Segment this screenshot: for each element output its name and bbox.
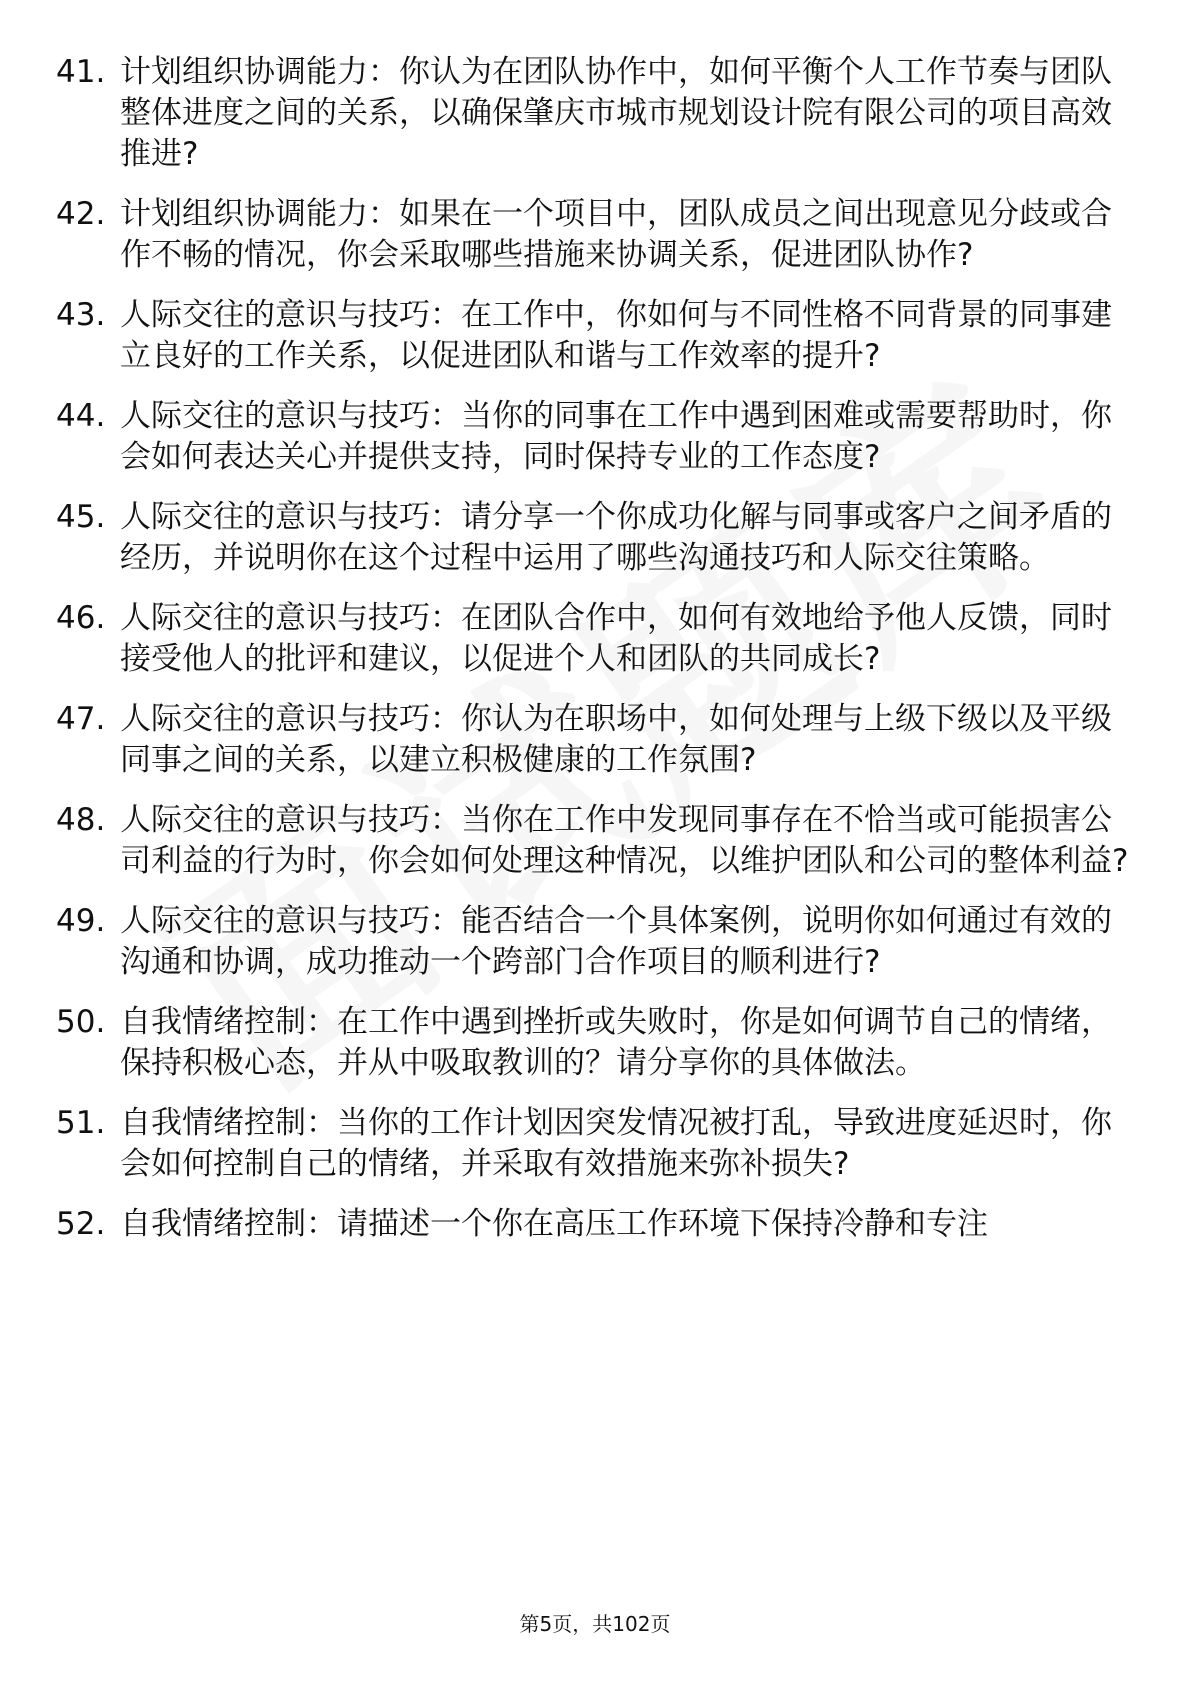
question-item bbox=[56, 901, 1136, 983]
question-item bbox=[56, 295, 1136, 377]
question-item bbox=[56, 1204, 1136, 1245]
question-item bbox=[56, 497, 1136, 579]
question-text: 人际交往的意识与技巧：你认为在职场中，如何处理与上级下级以及平级同事之间的关系，以建立积极健康的工作氛围? bbox=[120, 701, 1112, 778]
question-text: 人际交往的意识与技巧：在工作中，你如何与不同性格不同背景的同事建立良好的工作关系，以促进团队和谐与工作效率的提升? bbox=[120, 297, 1112, 374]
question-text: 人际交往的意识与技巧：在团队合作中，如何有效地给予他人反馈，同时接受他人的批评和建议，以促进个人和团队的共同成长? bbox=[120, 600, 1112, 677]
question-text: 人际交往的意识与技巧：当你的同事在工作中遇到困难或需要帮助时，你会如何表达关心并提供支持，同时保持专业的工作态度? bbox=[120, 398, 1112, 475]
question-text: 人际交往的意识与技巧：能否结合一个具体案例，说明你如何通过有效的沟通和协调，成功推动一个跨部门合作项目的顺利进行? bbox=[120, 903, 1112, 980]
question-item bbox=[56, 1002, 1136, 1084]
question-item bbox=[56, 194, 1136, 276]
question-item bbox=[56, 396, 1136, 478]
question-number: 43. bbox=[56, 297, 106, 333]
question-number: 46. bbox=[56, 600, 106, 636]
question-item bbox=[56, 800, 1136, 882]
question-item bbox=[56, 699, 1136, 781]
question-text: 自我情绪控制：当你的工作计划因突发情况被打乱，导致进度延迟时，你会如何控制自己的情绪，并采取有效措施来弥补损失? bbox=[120, 1105, 1112, 1182]
page-number-label: 第5页，共102页 bbox=[519, 1612, 671, 1636]
question-item bbox=[56, 1103, 1136, 1185]
question-number: 48. bbox=[56, 802, 106, 838]
question-item bbox=[56, 598, 1136, 680]
question-number: 50. bbox=[56, 1004, 106, 1040]
question-number: 41. bbox=[56, 54, 106, 90]
question-item bbox=[56, 52, 1136, 175]
question-text: 自我情绪控制：请描述一个你在高压工作环境下保持冷静和专注 bbox=[120, 1206, 988, 1242]
question-number: 52. bbox=[56, 1206, 106, 1242]
question-text: 计划组织协调能力：你认为在团队协作中，如何平衡个人工作节奏与团队整体进度之间的关系，以确保肇庆市城市规划设计院有限公司的项目高效推进? bbox=[120, 54, 1112, 172]
question-number: 49. bbox=[56, 903, 106, 939]
question-number: 42. bbox=[56, 196, 106, 232]
question-number: 45. bbox=[56, 499, 106, 535]
question-text: 人际交往的意识与技巧：当你在工作中发现同事存在不恰当或可能损害公司利益的行为时，你会如何处理这种情况，以维护团队和公司的整体利益? bbox=[120, 802, 1129, 879]
question-number: 44. bbox=[56, 398, 106, 434]
question-text: 计划组织协调能力：如果在一个项目中，团队成员之间出现意见分歧或合作不畅的情况，你会采取哪些措施来协调关系，促进团队协作? bbox=[120, 196, 1112, 273]
question-list bbox=[56, 52, 1136, 1264]
question-number: 47. bbox=[56, 701, 106, 737]
question-text: 人际交往的意识与技巧：请分享一个你成功化解与同事或客户之间矛盾的经历，并说明你在这个过程中运用了哪些沟通技巧和人际交往策略。 bbox=[120, 499, 1112, 576]
page-footer bbox=[0, 1608, 1190, 1637]
question-number: 51. bbox=[56, 1105, 106, 1141]
question-text: 自我情绪控制：在工作中遇到挫折或失败时，你是如何调节自己的情绪，保持积极心态，并从中吸取教训的？请分享你的具体做法。 bbox=[120, 1004, 1112, 1081]
